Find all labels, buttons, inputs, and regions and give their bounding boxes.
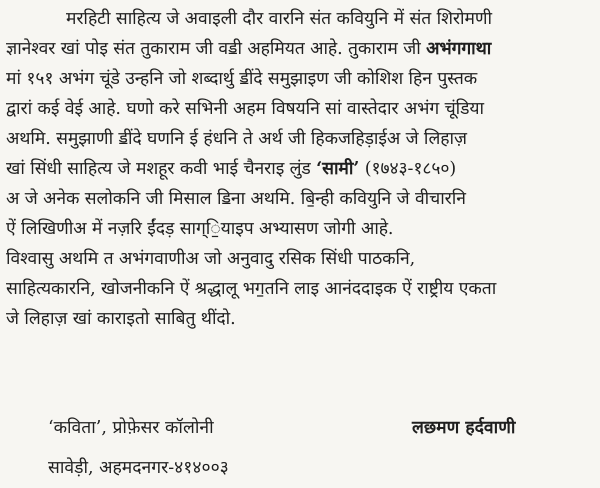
text-line: [6, 98, 484, 120]
text-line-content: ऐं लिखिणीअ में नज़रि ईंदड़ साग्ि॒याइप अभ्यासण जोगी आहे.: [6, 219, 394, 239]
text-line-content: मरहिटी साहित्य जे अवाइली दौर वारनि संत कवियुनि में संत शिरोमणी: [66, 9, 492, 29]
text-line-content: विश्वासु अथमि त अभंगवाणीअ जो अनुवादु रसिक सिंधी पाठकनि,: [6, 249, 416, 269]
address-line-1: ‘कविता’, प्रोफ़ेसर कॉलोनी: [48, 418, 214, 438]
text-line: [6, 38, 491, 60]
text-line-years: (१७४३-१८५०): [359, 159, 457, 179]
text-line: [6, 308, 236, 330]
text-line-content: मां १५१ अभंग चूंडे उन्हनि जो शब्दार्थु ॾींदे समुझाइण जी कोशिश हिन पुस्तक: [6, 69, 478, 89]
text-line: [6, 128, 467, 150]
text-line: [66, 8, 492, 30]
text-line: [6, 248, 415, 270]
text-line-content: खां सिंधी साहित्य जे मशहूर कवी भाई चैनराइ लुंड: [6, 159, 317, 179]
bold-term-abhanggatha: अभंगगाथा: [426, 39, 492, 59]
text-line-content: अथमि. समुझाणी ॾींदे घणनि ई हंधनि ते अर्थ जी हिकजहिड़ाईअ जे लिहाज़: [6, 129, 467, 149]
text-line-content: द्वारां कई वेई आहे. घणो करे सभिनी अहम विषयनि सां वास्तेदार अभंग चूंडिया: [6, 99, 484, 119]
text-line-content: अ जे अनेक सलोकनि जी मिसाल ॾिना अथमि. बि॒न्ही कवियुनि जे वीचारनि: [6, 189, 466, 209]
author-signature: लछमण हर्दवाणी: [412, 418, 516, 438]
address-line-2: सावेड़ी, अहमदनगर-४१४००३: [48, 458, 229, 478]
text-line-content: जे लिहाज़ खां काराइतो साबितु थींदो.: [6, 309, 236, 329]
text-line: [6, 218, 393, 240]
author-address: [48, 408, 229, 488]
bold-term-sami: ‘सामी’: [316, 159, 360, 179]
text-line: [6, 278, 496, 300]
text-line: [6, 158, 456, 180]
text-line-content: ज्ञानेश्वर खां पोइ संत तुकाराम जी वॾी अहमियत आहे. तुकाराम जी: [6, 39, 427, 59]
text-line: [6, 188, 466, 210]
text-line-content: साहित्यकारनि, खोजनीकनि ऐं श्रद्धालू भग॒तनि लाइ आनंददाइक ऐं राष्ट्रीय एकता: [6, 279, 497, 299]
text-line: [6, 68, 477, 90]
